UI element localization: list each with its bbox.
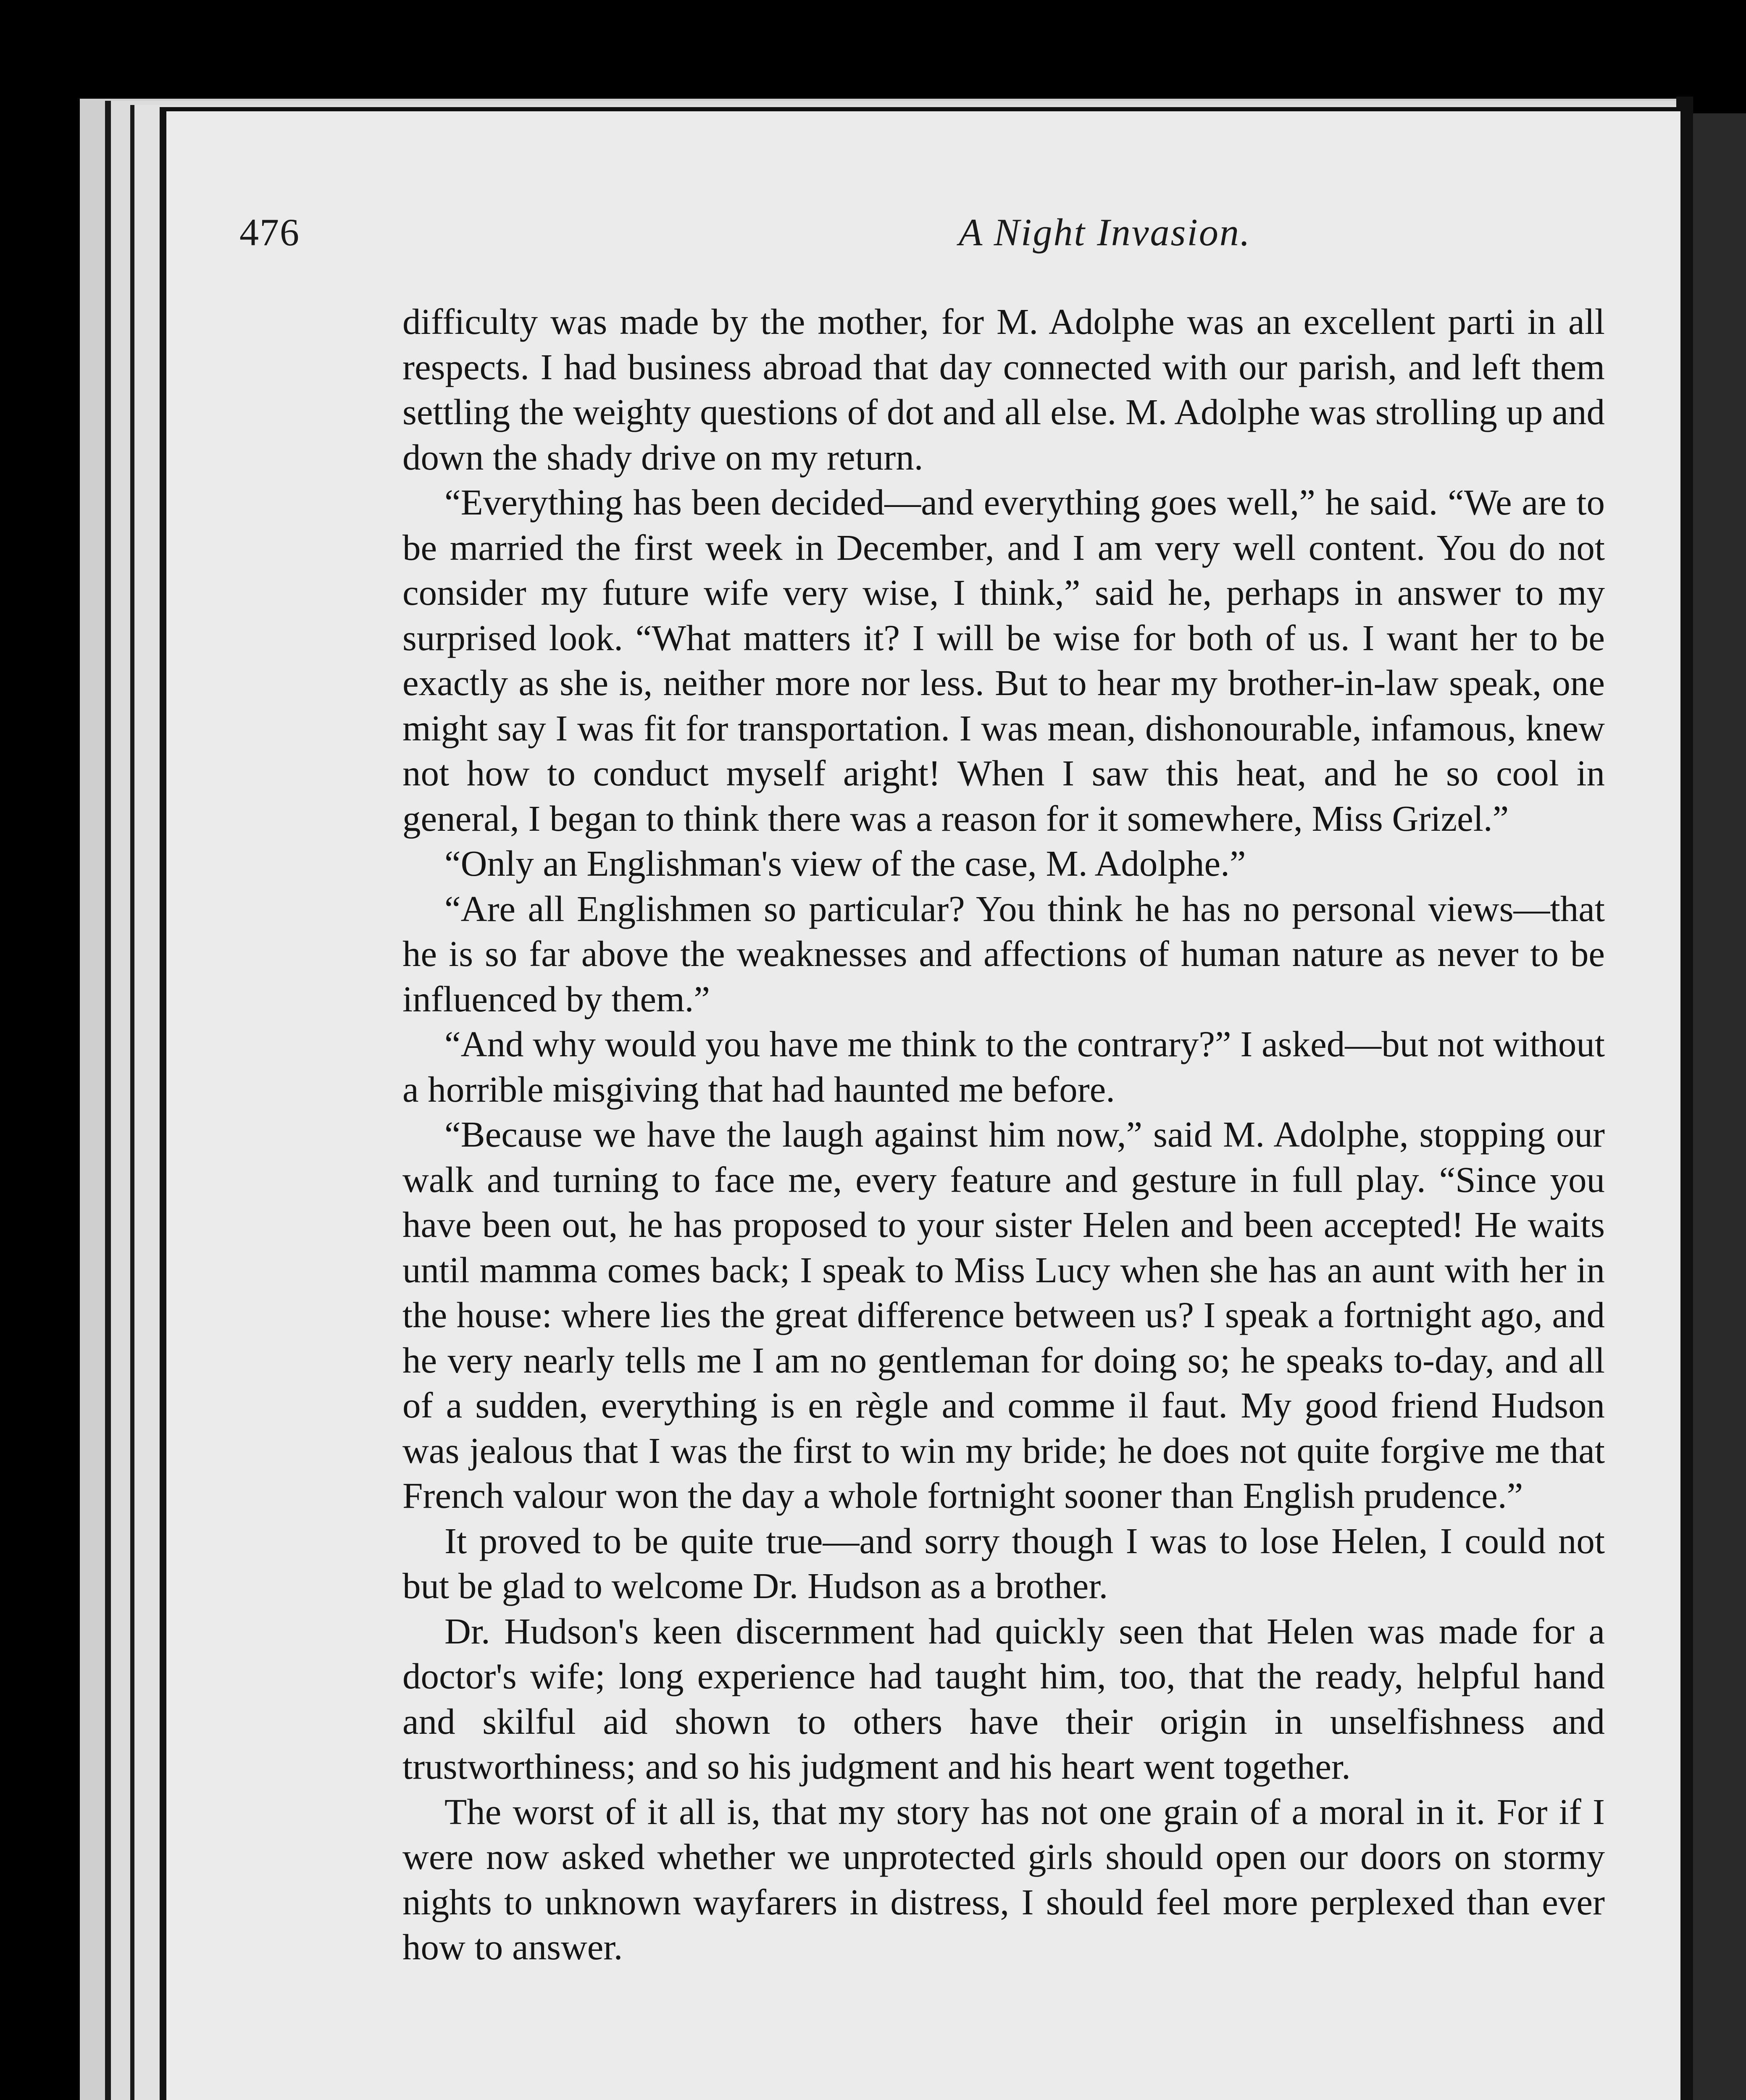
binding-strip bbox=[1693, 113, 1746, 2100]
running-title: A Night Invasion. bbox=[959, 211, 1251, 254]
page-header bbox=[239, 210, 1601, 269]
paragraph: Dr. Hudson's keen discernment had quickly seen that Helen was made for a doctor's wife; long experience had taught him, too, that the ready, helpful hand and skilful aid shown to others have their origin in unselfishness and trustworthiness; and so his judgment and his heart went together. bbox=[402, 1610, 1605, 1787]
paragraph: “Everything has been decided—and everything goes well,” he said. “We are to be married the first week in December, and I am very well content. You do not consider my future wife very wise, I think,” said he, perhaps in answer to my surprised look. “What matters it? I will be wise for both of us. I want her to be exactly as she is, neither more nor less. But to hear my brother-in-law speak, one might say I was fit for transportation. I was mean, dishonourable, infamous, knew not how to conduct myself aright! When I saw this heat, and he so cool in general, I began to think there was a reason for it somewhere, Miss Grizel.” bbox=[402, 482, 1605, 839]
paragraph: difficulty was made by the mother, for M. Adolphe was an excellent parti in all respects. I had business abroad that day connected with our parish, and left them settling the weighty questions of dot and all else. M. Adolphe was strolling up and down the shady drive on my return. bbox=[402, 301, 1605, 478]
paragraph: “And why would you have me think to the contrary?” I asked—but not without a horrible misgiving that had haunted me before. bbox=[402, 1024, 1605, 1110]
paragraph: “Are all Englishmen so particular? You think he has no personal views—that he is so far above the weaknesses and affections of human nature as never to be influenced by them.” bbox=[402, 888, 1605, 1019]
paragraph: It proved to be quite true—and sorry though I was to lose Helen, I could not but be glad to welcome Dr. Hudson as a brother. bbox=[402, 1520, 1605, 1606]
page-number: 476 bbox=[239, 211, 300, 254]
body-text bbox=[402, 299, 1605, 1970]
paragraph: “Only an Englishman's view of the case, M. Adolphe.” bbox=[444, 843, 1246, 884]
paragraph: The worst of it all is, that my story has not one grain of a moral in it. For if I were now asked whether we unprotected girls should open our doors on stormy nights to unknown wayfarers in distress, I should feel more perplexed than ever how to answer. bbox=[402, 1791, 1605, 1967]
paragraph: “Because we have the laugh against him now,” said M. Adolphe, stopping our walk and turning to face me, every feature and gesture in full play. “Since you have been out, he has proposed to your sister Helen and been accepted! He waits until mamma comes back; I speak to Miss Lucy when she has an aunt with her in the house: where lies the great difference between us? I speak a fortnight ago, and he very nearly tells me I am no gentleman for doing so; he speaks to-day, and all of a sudden, everything is en règle and comme il faut. My good friend Hudson was jealous that I was the first to win my bride; he does not quite forgive me that French valour won the day a whole fortnight sooner than English prudence.” bbox=[402, 1114, 1605, 1516]
